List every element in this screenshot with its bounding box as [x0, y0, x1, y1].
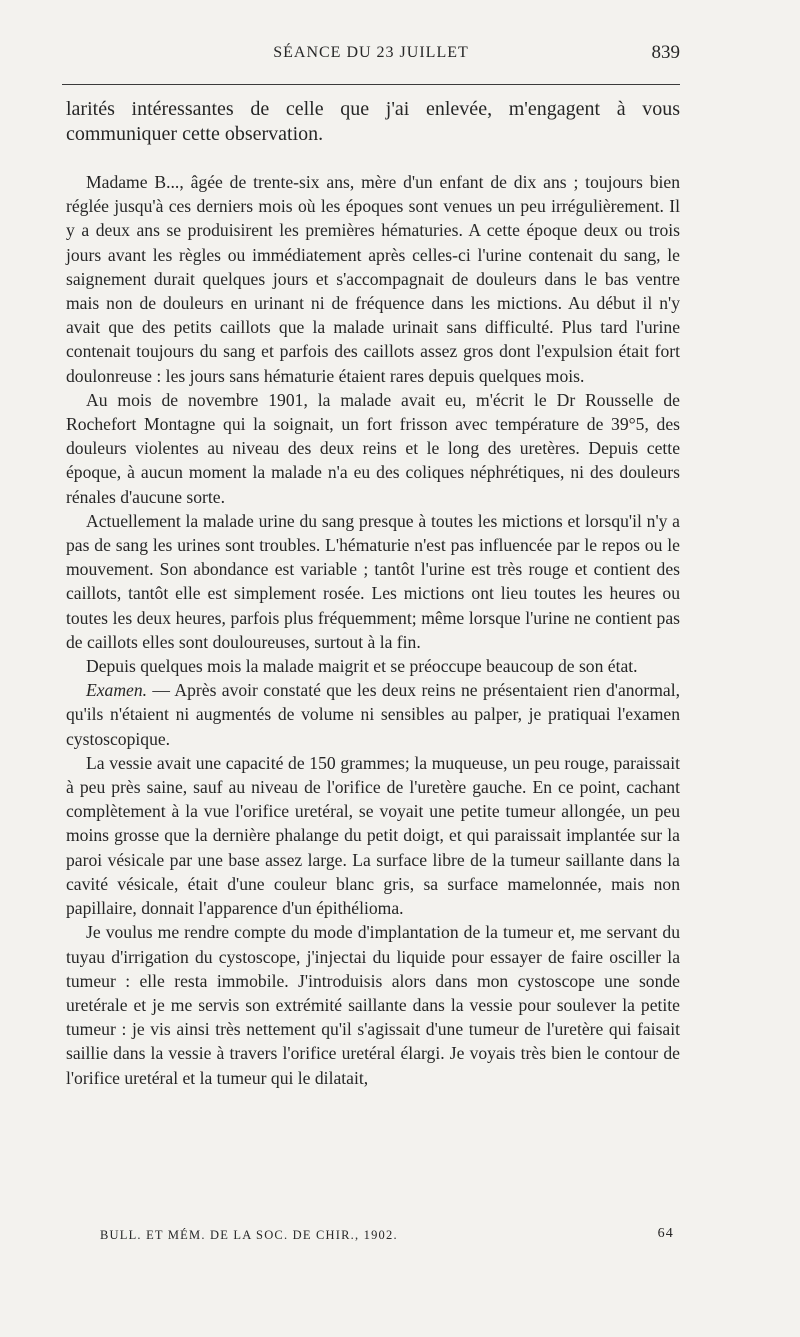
page-number: 839 — [651, 42, 680, 63]
paragraph-implantation: Je voulus me rendre compte du mode d'implantation de la tumeur et, me servant du tuyau d'irrigation du cystoscope, j'injectai du liquide pour essayer de faire osciller la tumeur : elle resta immobile. J'introduisis alors dans mon cystoscope une sonde uretérale et je me servis son extrémité saillante dans la vessie pour soulever la petite tumeur : je vis ainsi très nettement qu'il s'agissait d'une tumeur de l'uretère qui faisait saillie dans la vessie à travers l'orifice uretéral élargi. Je voyais très bien le contour de l'orifice uretéral et la tumeur qui le dilatait, — [66, 922, 680, 1088]
running-head — [62, 40, 680, 70]
paragraph-examination — [66, 678, 680, 751]
journal-citation: BULL. ET MÉM. DE LA SOC. DE CHIR., 1902. — [100, 1228, 398, 1242]
paragraph-bladder: La vessie avait une capacité de 150 grammes; la muqueuse, un peu rouge, paraissait à peu près saine, sauf au niveau de l'orifice de l'uretère gauche. En ce point, cachant complètement à la vue l'orifice uretéral, se voyait une petite tumeur allongée, un peu moins grosse que la dernière phalange du petit doigt, et qui paraissait implantée sur la paroi vésicale par une base assez large. La surface libre de la tumeur saillante dans la cavité vésicale, était d'une couleur blanc gris, sa surface mamelonnée, mais non papillaire, donnait l'apparence d'un épithélioma. — [66, 752, 680, 919]
paragraph-case-history: Madame B..., âgée de trente-six ans, mère d'un enfant de dix ans ; toujours bien réglée jusqu'à ces derniers mois où les époques sont venues un peu irrégulièrement. Il y a deux ans se produisirent les premières hématuries. A cette époque deux ou trois jours avant les règles ou immédiatement après celles-ci l'urine contenait du sang, le saignement durait quelques jours et s'accompagnait de douleurs dans le bas ventre mais non de douleurs en urinant ni de fréquence dans les mictions. Au début il n'y avait que des petits caillots que la malade urinait sans difficulté. Plus tard l'urine contenait toujours du sang et parfois des caillots assez gros dont l'expulsion était fort doulonreuse : les jours sans hématurie étaient rares depuis quelques mois. — [66, 172, 680, 386]
paragraph-weight-loss: Depuis quelques mois la malade maigrit et se préoccupe beaucoup de son état. — [86, 656, 638, 677]
signature-mark: 64 — [657, 1226, 674, 1241]
header-rule — [62, 84, 680, 85]
paragraph-current-state: Actuellement la malade urine du sang presque à toutes les mictions et lorsqu'il n'y a pas de sang les urines sont troubles. L'hématurie n'est pas influencée par le repos ou le mouvement. Son abondance est variable ; tantôt l'urine est très rouge et contient des caillots, tantôt elle est simplement rosée. Les mictions ont lieu toutes les heures ou toutes les deux heures, parfois plus fréquemment; même lorsque l'urine ne contient pas de caillots elles sont douloureuses, surtout à la fin. — [66, 510, 680, 652]
running-head-title: SÉANCE DU 23 JUILLET — [273, 44, 469, 61]
examination-text: — Après avoir constaté que les deux reins ne présentaient rien d'anormal, qu'ils n'étaient ni augmentés de volume ni sensibles au palper, je pratiquai l'examen cystoscopique. — [66, 680, 680, 749]
page-footer — [100, 1226, 674, 1250]
body-text — [66, 97, 680, 1090]
paragraph-november-1901: Au mois de novembre 1901, la malade avait eu, m'écrit le Dr Rousselle de Rochefort Montagne qui la soignait, un fort frisson avec température de 39°5, des douleurs violentes au niveau des deux reins et le long des uretères. Depuis cette époque, à aucun moment la malade n'a eu des coliques néphrétiques, ni des douleurs rénales d'aucune sorte. — [66, 389, 680, 507]
paragraph-continuation: larités intéressantes de celle que j'ai enlevée, m'engagent à vous communiquer cette observation. — [66, 98, 680, 145]
examination-label: Examen. — [86, 680, 148, 701]
